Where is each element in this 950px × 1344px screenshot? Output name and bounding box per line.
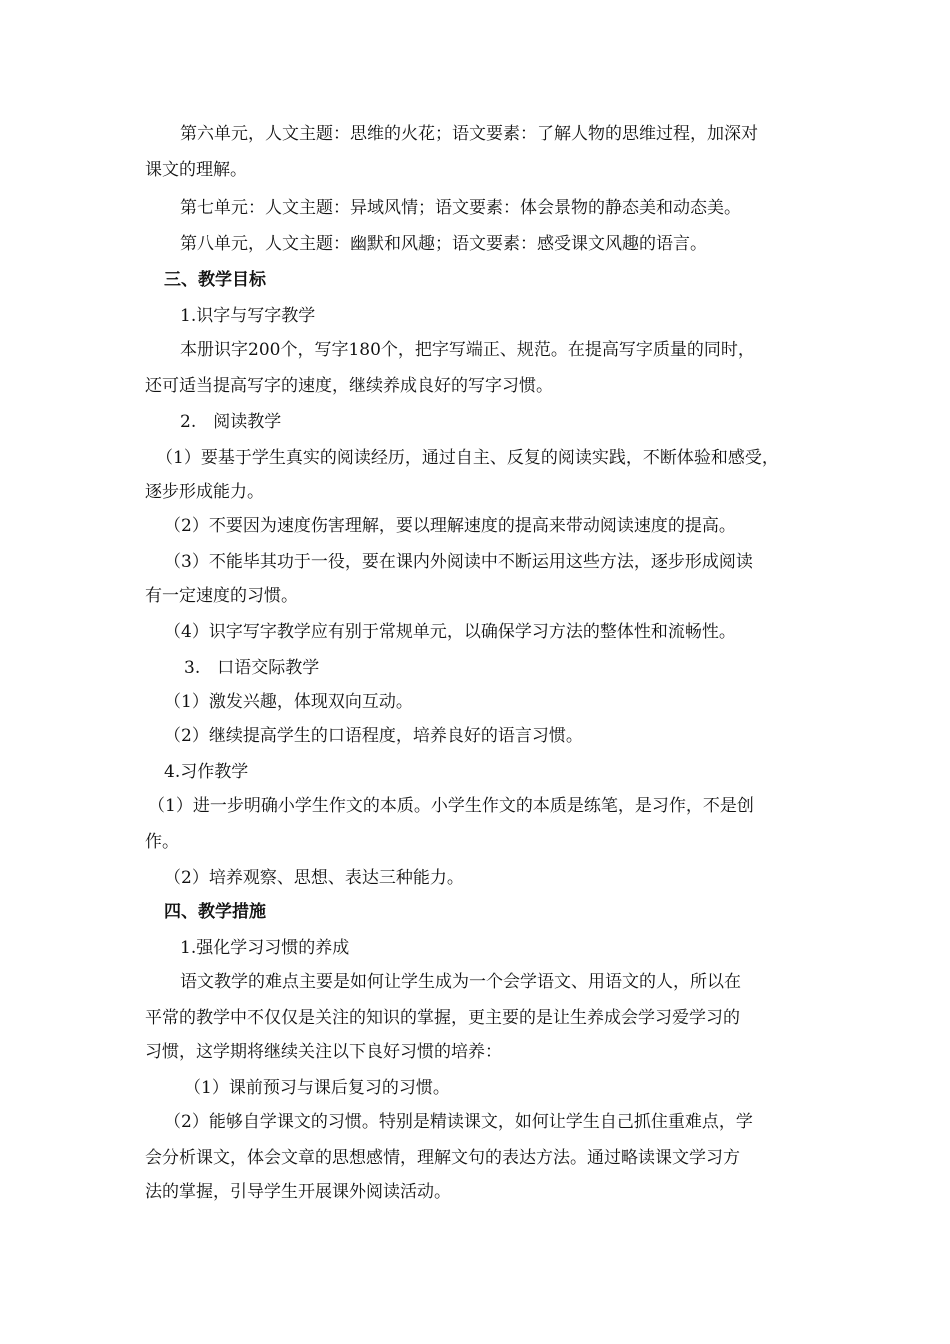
habits-item2-line2: 会分析课文，体会文章的思想感情，理解文句的表达方法。通过略读课文学习方: [145, 1148, 740, 1168]
oral-item1: （1）激发兴趣，体现双向互动。: [164, 692, 413, 712]
composition-item1-line1: （1）进一步明确小学生作文的本质。小学生作文的本质是练笔，是习作，不是创: [148, 796, 754, 816]
reading-item3-line1: （3）不能毕其功于一役，要在课内外阅读中不断运用这些方法，逐步形成阅读: [164, 552, 753, 572]
habits-item2-line1: （2）能够自学课文的习惯。特别是精读课文，如何让学生自己抓住重难点，学: [164, 1112, 753, 1132]
subheading-oral: 3. 口语交际教学: [184, 658, 320, 678]
para-literacy-line2: 还可适当提高写字的速度，继续养成良好的写字习惯。: [145, 376, 553, 396]
subheading-study-habits: 1.强化学习习惯的养成: [180, 938, 350, 958]
habits-item1: （1）课前预习与课后复习的习惯。: [184, 1078, 450, 1098]
composition-item1-line2: 作。: [145, 832, 179, 852]
habits-item2-line3: 法的掌握，引导学生开展课外阅读活动。: [145, 1182, 451, 1202]
subheading-reading: 2. 阅读教学: [180, 412, 282, 432]
reading-item1-line2: 逐步形成能力。: [145, 482, 264, 502]
para-unit6-line2: 课文的理解。: [145, 160, 247, 180]
reading-item1-line1: （1）要基于学生真实的阅读经历，通过自主、反复的阅读实践，不断体验和感受，: [156, 448, 779, 468]
composition-item2: （2）培养观察、思想、表达三种能力。: [164, 868, 464, 888]
para-unit8: 第八单元，人文主题：幽默和风趣；语文要素：感受课文风趣的语言。: [180, 234, 707, 254]
heading-teaching-goals: 三、教学目标: [164, 270, 266, 290]
para-unit6-line1: 第六单元，人文主题：思维的火花；语文要素：了解人物的思维过程，加深对: [180, 124, 758, 144]
reading-item3-line2: 有一定速度的习惯。: [145, 586, 298, 606]
para-habits-line1: 语文教学的难点主要是如何让学生成为一个会学语文、用语文的人，所以在: [180, 972, 741, 992]
heading-teaching-measures: 四、教学措施: [164, 902, 266, 922]
reading-item2: （2）不要因为速度伤害理解，要以理解速度的提高来带动阅读速度的提高。: [164, 516, 736, 536]
reading-item4: （4）识字写字教学应有别于常规单元，以确保学习方法的整体性和流畅性。: [164, 622, 736, 642]
subheading-literacy-writing: 1.识字与写字教学: [180, 306, 316, 326]
para-habits-line3: 习惯，这学期将继续关注以下良好习惯的培养：: [145, 1042, 502, 1062]
para-habits-line2: 平常的教学中不仅仅是关注的知识的掌握，更主要的是让生养成会学习爱学习的: [145, 1008, 740, 1028]
subheading-composition: 4.习作教学: [164, 762, 249, 782]
para-unit7: 第七单元：人文主题：异域风情；语文要素：体会景物的静态美和动态美。: [180, 198, 741, 218]
para-literacy-line1: 本册识字200个，写字180个，把字写端正、规范。在提高写字质量的同时，: [180, 340, 755, 360]
oral-item2: （2）继续提高学生的口语程度，培养良好的语言习惯。: [164, 726, 583, 746]
